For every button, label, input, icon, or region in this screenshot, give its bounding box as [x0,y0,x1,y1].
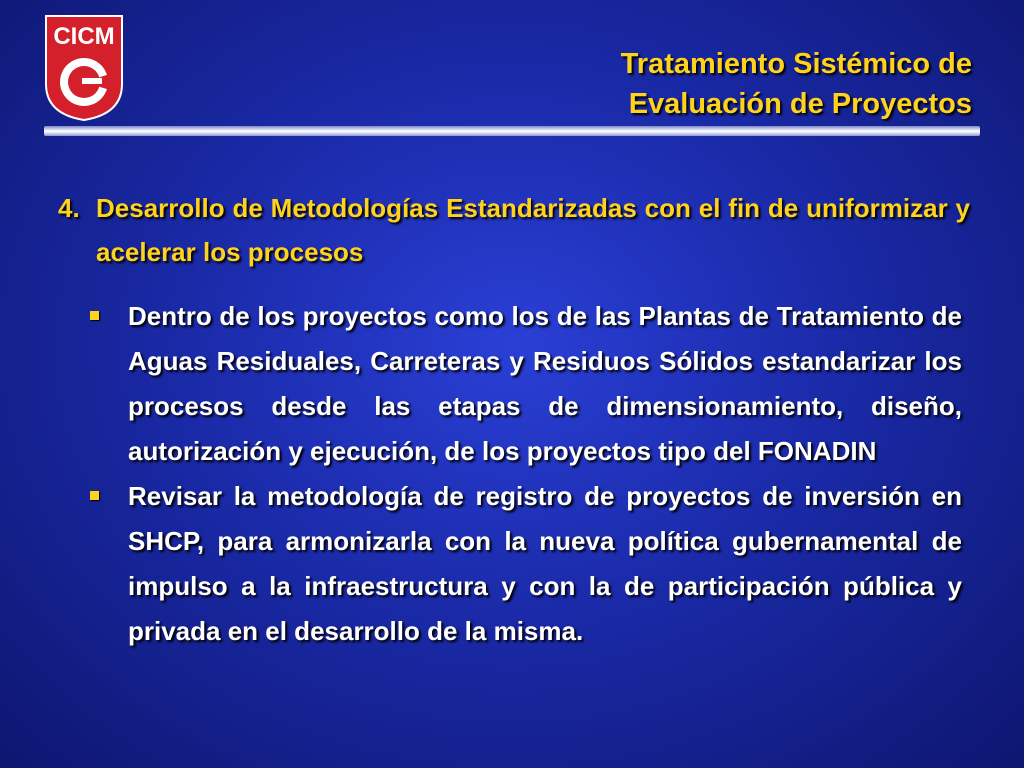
numbered-point [58,186,970,274]
cicm-logo-icon [44,14,124,122]
logo-letters: CICM [53,23,115,50]
title-line-1: Tratamiento Sistémico de [620,48,972,80]
bullet-text: Revisar la metodología de registro de proyectos de inversión en SHCP, para armonizarla con la nueva política gubernamental de impulso a la infraestructura y con la de participación pública y privada en el desarrollo de la misma. [128,481,962,646]
point-text: Desarrollo de Metodologías Estandarizadas con el fin de uniformizar y acelerar los procesos [96,193,970,267]
title-line-2: Evaluación de Proyectos [628,88,972,120]
point-number: 4. [58,193,80,223]
square-bullet-icon [90,311,99,320]
list-item [86,294,962,474]
bullet-list [86,294,962,654]
bullet-text: Dentro de los proyectos como los de las Plantas de Tratamiento de Aguas Residuales, Carreteras y Residuos Sólidos estandarizar los procesos desde las etapas de dimensionamiento, diseño, autorización y ejecución, de los proyectos tipo del FONADIN [128,301,962,466]
title-divider [44,126,980,136]
list-item [86,474,962,654]
square-bullet-icon [90,491,99,500]
page-title [412,44,972,124]
